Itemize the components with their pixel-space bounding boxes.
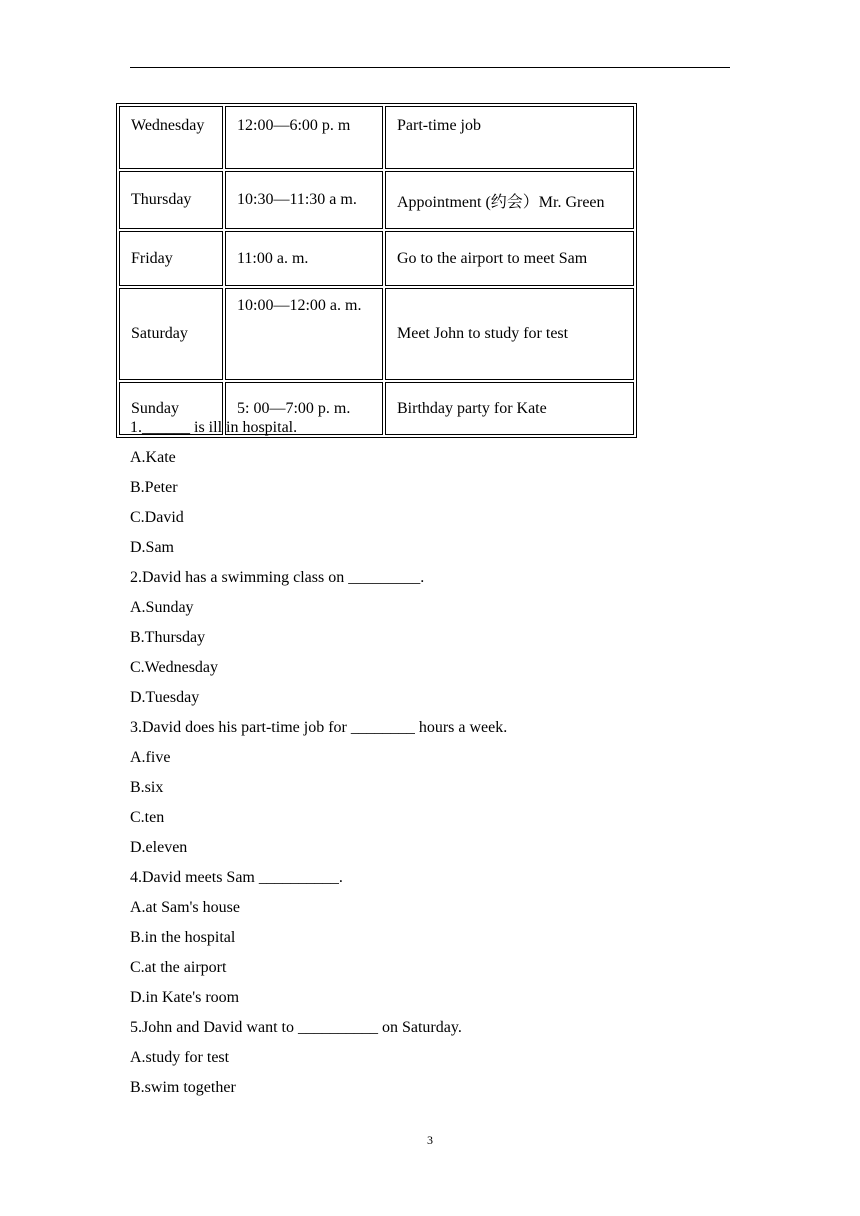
option-text: B.six	[130, 779, 164, 796]
day-cell: Saturday	[119, 288, 223, 380]
table-row	[119, 106, 634, 169]
question-stem: 5.John and David want to __________ on Saturday.	[130, 1019, 462, 1036]
option-text: B.in the hospital	[130, 929, 236, 946]
question-stem: 4.David meets Sam __________.	[130, 869, 343, 886]
option-text: B.Thursday	[130, 629, 206, 646]
time-cell: 5: 00—7:00 p. m.	[225, 382, 383, 435]
option-text: D.eleven	[130, 839, 188, 856]
activity-cell: Meet John to study for test	[385, 288, 634, 380]
option-text: D.Sam	[130, 539, 174, 556]
option-text: A.study for test	[130, 1049, 230, 1066]
option-text: A.Sunday	[130, 599, 194, 616]
option-text: B.Peter	[130, 479, 178, 496]
time-cell: 11:00 a. m.	[225, 231, 383, 286]
header-rule	[130, 67, 730, 68]
activity-cell: Go to the airport to meet Sam	[385, 231, 634, 286]
table-row	[119, 171, 634, 229]
option-text: C.Wednesday	[130, 659, 219, 676]
option-text: A.five	[130, 749, 171, 766]
option-text: A.at Sam's house	[130, 899, 240, 916]
activity-cell: Part-time job	[385, 106, 634, 169]
day-cell: Sunday	[119, 382, 223, 435]
activity-cell: Appointment (约会）Mr. Green	[385, 171, 634, 229]
time-cell: 10:00—12:00 a. m.	[225, 288, 383, 380]
question-stem: 1.______ is ill in hospital.	[130, 419, 298, 436]
option-text: B.swim together	[130, 1079, 236, 1096]
option-text: D.in Kate's room	[130, 989, 240, 1006]
time-cell: 12:00—6:00 p. m	[225, 106, 383, 169]
day-cell: Friday	[119, 231, 223, 286]
question-stem: 3.David does his part-time job for ________ hours a week.	[130, 719, 508, 736]
day-cell: Thursday	[119, 171, 223, 229]
activity-cell: Birthday party for Kate	[385, 382, 634, 435]
question-list	[130, 413, 750, 1103]
day-cell: Wednesday	[119, 106, 223, 169]
page-number: 3	[427, 1133, 433, 1147]
option-text: D.Tuesday	[130, 689, 200, 706]
time-cell: 10:30—11:30 a m.	[225, 171, 383, 229]
table-row	[119, 231, 634, 286]
option-text: A.Kate	[130, 449, 176, 466]
option-text: C.at the airport	[130, 959, 227, 976]
question-stem: 2.David has a swimming class on _________.	[130, 569, 425, 586]
option-text: C.David	[130, 509, 184, 526]
schedule-table	[116, 103, 637, 438]
option-text: C.ten	[130, 809, 165, 826]
table-row	[119, 288, 634, 380]
